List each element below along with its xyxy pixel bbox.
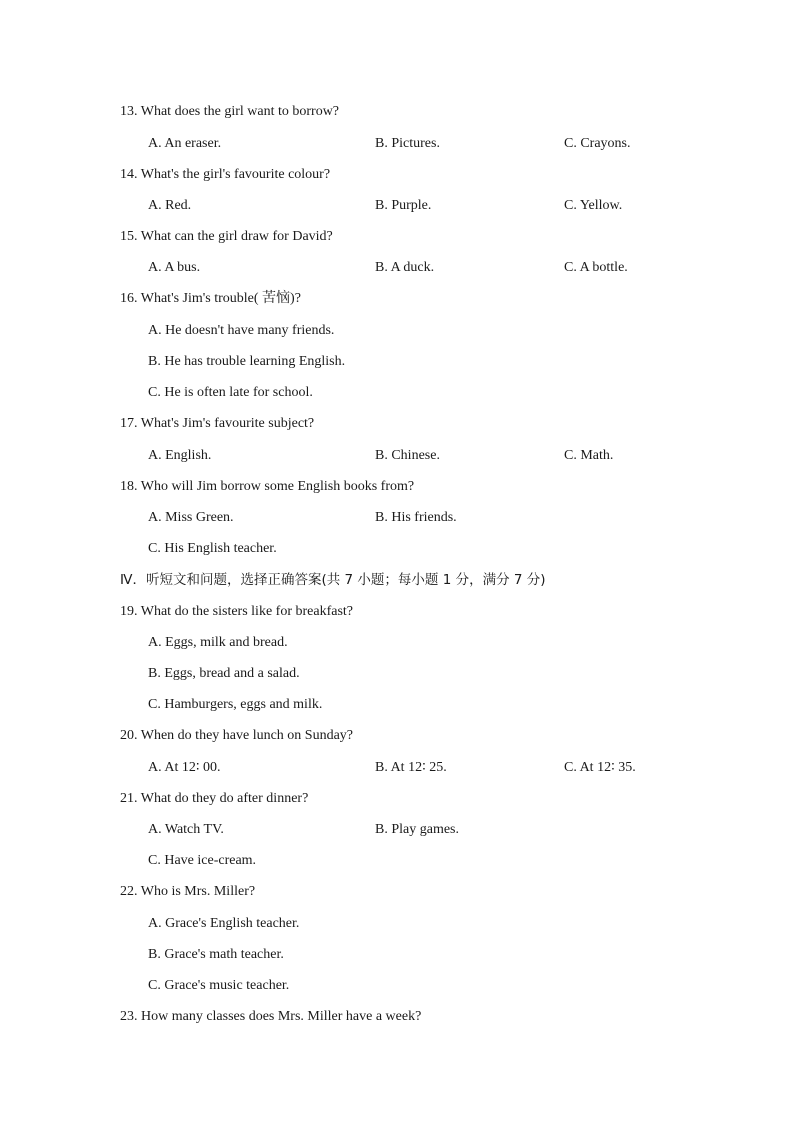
q16-option-b: B. He has trouble learning English. (148, 354, 346, 369)
q19-option-b: B. Eggs, bread and a salad. (148, 666, 300, 681)
q17-option-c: C. Math. (564, 448, 614, 463)
q15-option-c: C. A bottle. (564, 260, 628, 275)
q13-option-b: B. Pictures. (375, 136, 440, 151)
question-23: 23. How many classes does Mrs. Miller have a week? (120, 1009, 422, 1024)
q21-option-b: B. Play games. (375, 822, 459, 837)
q22-option-b: B. Grace's math teacher. (148, 947, 284, 962)
question-19: 19. What do the sisters like for breakfast? (120, 604, 354, 619)
q19-option-c: C. Hamburgers, eggs and milk. (148, 697, 323, 712)
q18-option-b: B. His friends. (375, 510, 457, 525)
question-16: 16. What's Jim's trouble( 苦恼)? (120, 291, 301, 306)
q15-option-a: A. A bus. (148, 260, 201, 275)
q15-option-b: B. A duck. (375, 260, 435, 275)
q21-option-c: C. Have ice-cream. (148, 853, 257, 868)
q19-option-a: A. Eggs, milk and bread. (148, 635, 288, 650)
q21-option-a: A. Watch TV. (148, 822, 224, 837)
q18-option-c: C. His English teacher. (148, 541, 277, 556)
q20-option-c: C. At 12∶ 35. (564, 760, 636, 775)
section-4-heading: Ⅳ．听短文和问题，选择正确答案(共 7 小题；每小题 1 分，满分 7 分) (120, 572, 546, 588)
question-22: 22. Who is Mrs. Miller? (120, 884, 256, 899)
q18-option-a: A. Miss Green. (148, 510, 234, 525)
q14-option-a: A. Red. (148, 198, 192, 213)
q17-option-b: B. Chinese. (375, 448, 440, 463)
q22-option-a: A. Grace's English teacher. (148, 916, 300, 931)
q13-option-a: A. An eraser. (148, 136, 222, 151)
question-18: 18. Who will Jim borrow some English books from? (120, 479, 415, 494)
q14-option-b: B. Purple. (375, 198, 432, 213)
q22-option-c: C. Grace's music teacher. (148, 978, 290, 993)
q17-option-a: A. English. (148, 448, 212, 463)
question-13: 13. What does the girl want to borrow? (120, 104, 340, 119)
question-20: 20. When do they have lunch on Sunday? (120, 728, 354, 743)
q16-option-a: A. He doesn't have many friends. (148, 323, 335, 338)
question-17: 17. What's Jim's favourite subject? (120, 416, 315, 431)
q16-option-c: C. He is often late for school. (148, 385, 313, 400)
question-14: 14. What's the girl's favourite colour? (120, 167, 331, 182)
question-15: 15. What can the girl draw for David? (120, 229, 333, 244)
q13-option-c: C. Crayons. (564, 136, 631, 151)
q20-option-a: A. At 12∶ 00. (148, 760, 221, 775)
q20-option-b: B. At 12∶ 25. (375, 760, 447, 775)
question-21: 21. What do they do after dinner? (120, 791, 309, 806)
q14-option-c: C. Yellow. (564, 198, 623, 213)
